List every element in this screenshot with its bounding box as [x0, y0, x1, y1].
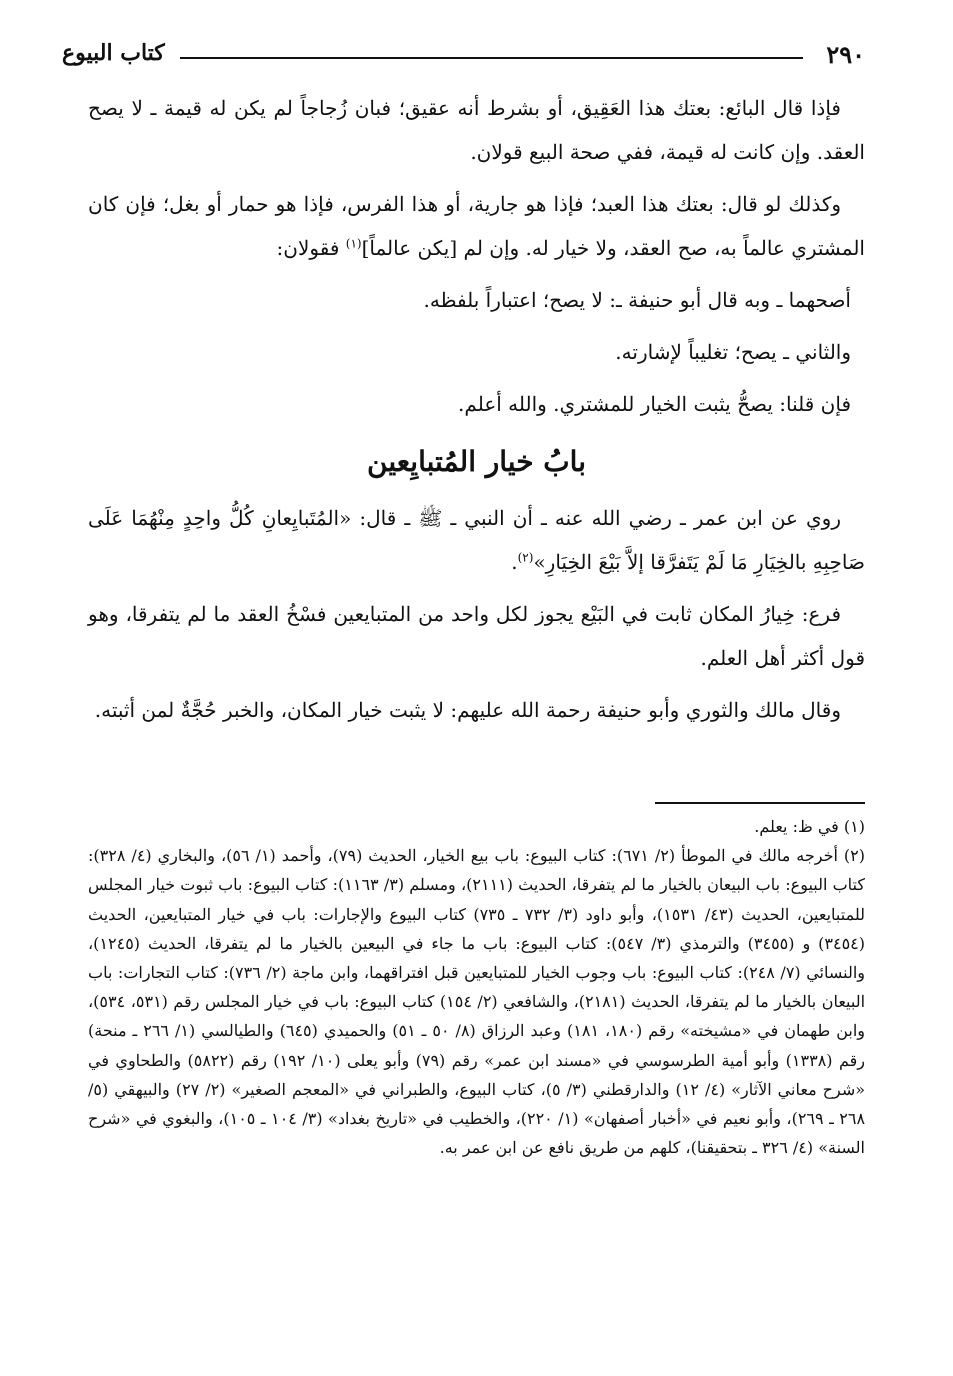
footnote: (٢) أخرجه مالك في الموطأ (٢/ ٦٧١): كتاب البيوع: باب بيع الخيار، الحديث (٧٩)، وأحمد (١/ ٥٦)، والبخاري (٤/ ٣٢٨): كتاب البيوع: باب البيعان بالخيار ما لم يتفرقا، الحديث (٢١١١)، ومسلم (٣/ ١١٦٣): كتاب البيوع: باب ثبوت خيار المجلس للمتبايعين، الحديث (٤٣/ ١٥٣١)، وأبو داود (٣/ ٧٣٢ ـ ٧٣٥) كتاب البيوع والإجارات: باب في خيار المتبايعين، الحديث (٣٤٥٤) و (٣٤٥٥) والترمذي (٣/ ٥٤٧): كتاب البيوع: باب ما جاء في البيعين بالخيار ما لم يتفرقا، الحديث (١٢٤٥)، والنسائي (٧/ ٢٤٨): كتاب البيوع: باب وجوب الخيار للمتبايعين قبل افتراقهما، وابن ماجة (٢/ ٧٣٦): كتاب التجارات: باب البيعان بالخيار ما لم يتفرقا، الحديث (٢١٨١)، والشافعي (٢/ ١٥٤) كتاب البيوع: باب في خيار المجلس رقم (٥٣١، ٥٣٤)، وابن طهمان في «مشيخته» رقم (١٨٠، ١٨١) وعبد الرزاق (٨/ ٥٠ ـ ٥١) والحميدي (٦٤٥) والطيالسي (١/ ٢٦٦ ـ منحة) رقم (١٣٣٨) وأبو أمية الطرسوسي في «مسند ابن عمر» رقم (٧٩) وأبو يعلى (١٠/ ١٩٢) رقم (٥٨٢٢) والطحاوي في «شرح معاني الآثار» (٤/ ١٢) والدارقطني (٣/ ٥)، كتاب البيوع، والطبراني في «المعجم الصغير» (٢/ ٢٧) والبيهقي (٥/ ٢٦٨ ـ ٢٦٩)، وأبو نعيم في «أخبار أصفهان» (١/ ٢٢٠)، والخطيب في «تاريخ بغداد» (٣/ ١٠٤ ـ ١٠٥)، والبغوي في «شرح السنة» (٤/ ٣٢٦ ـ بتحقيقنا)، كلهم من طريق نافع عن ابن عمر به.: [88, 846, 866, 1158]
paragraph: والثاني ـ يصح؛ تغليباً لإشارته.: [615, 340, 851, 364]
main-text: [88, 86, 865, 740]
paragraph: فإذا قال البائع: بعتك هذا العَقِيق، أو بشرط أنه عقيق؛ فبان زُجاجاً لم يكن له قيمة ـ لا يصح العقد. وإن كانت له قيمة، ففي صحة البيع قولان.: [88, 96, 865, 164]
running-title: كتاب البيوع: [62, 40, 165, 66]
footnote: (١) في ظ: يعلم.: [754, 817, 865, 836]
paragraph: وقال مالك والثوري وأبو حنيفة رحمة الله عليهم: لا يثبت خيار المكان، والخبر حُجَّةٌ لمن أثبته.: [94, 698, 841, 722]
page-header: [62, 40, 865, 80]
paragraph: روي عن ابن عمر ـ رضي الله عنه ـ أن النبي ـ ﷺ ـ قال: «المُتَبايِعانِ كُلُّ واحِدٍ مِنْهُمَا عَلَى صَاحِبِهِ بالخِيَارِ مَا لَمْ يَتَفرَّقا إلاَّ بَيْعَ الخِيَارِ»$^{(٢)}$.: [88, 506, 865, 574]
chapter-heading: بابُ خيار المُتبايِعين: [367, 445, 586, 478]
header-rule: [180, 57, 803, 59]
paragraph: فرع: خِيارُ المكان ثابت في البَيْع يجوز لكل واحد من المتبايعين فسْخُ العقد ما لم يتفرقا، وهو قول أكثر أهل العلم.: [88, 602, 865, 670]
paragraph: وكذلك لو قال: بعتك هذا العبد؛ فإذا هو جارية، أو هذا الفرس، فإذا هو حمار أو بغل؛ فإن كان المشتري عالماً به، صح العقد، ولا خيار له. وإن لم [يكن عالماً]$^{(١)}$ فقولان:: [88, 192, 865, 260]
footnote-ref: (١): [345, 236, 362, 251]
footnotes: [88, 812, 865, 1162]
page-number: ٢٩٠: [826, 40, 865, 69]
paragraph: أصحهما ـ وبه قال أبو حنيفة ـ: لا يصح؛ اعتباراً بلفظه.: [423, 288, 851, 312]
footnote-ref: (٢): [517, 550, 534, 565]
paragraph: فإن قلنا: يصحُّ يثبت الخيار للمشتري. والله أعلم.: [458, 392, 851, 416]
footnote-rule: [655, 802, 865, 804]
